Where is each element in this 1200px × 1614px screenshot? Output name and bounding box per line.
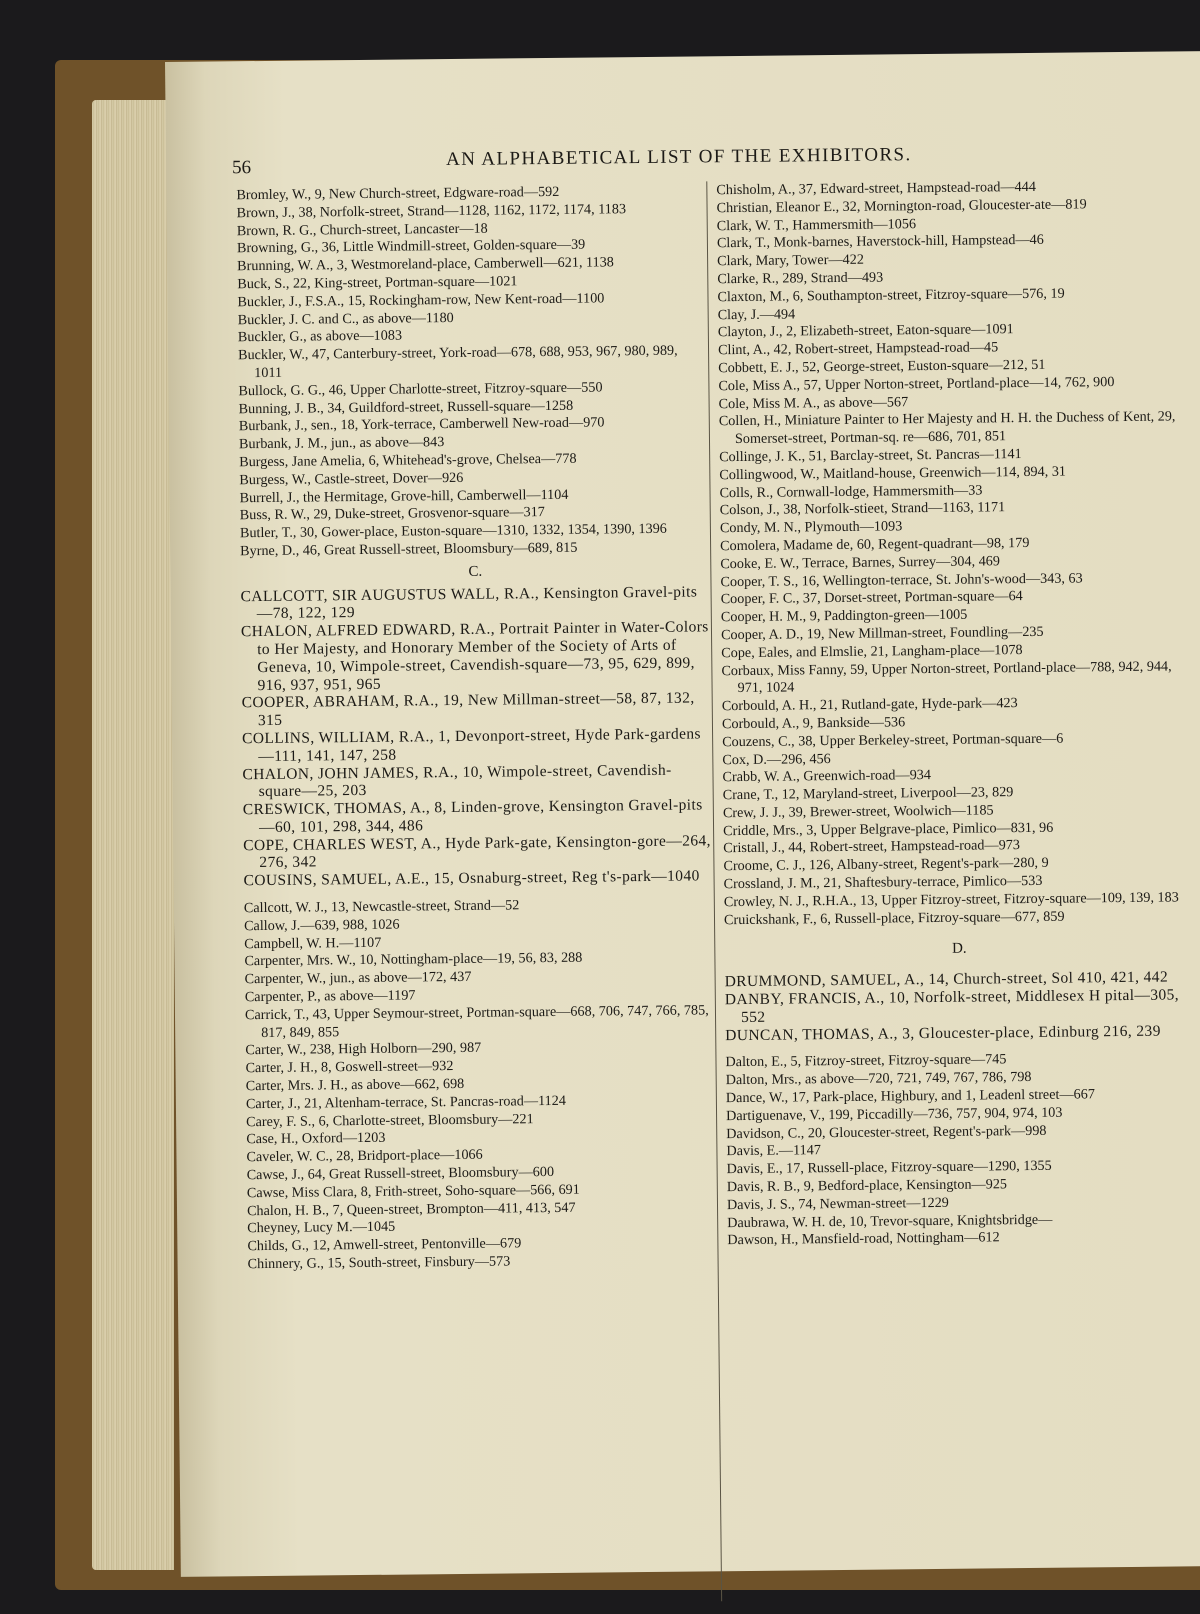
exhibitor-entry: Bullock, G. G., 46, Upper Charlotte-street, Fitzroy-square—550 (238, 379, 603, 400)
exhibitor-entry: Cawse, J., 64, Great Russell-street, Bloomsbury—600 (246, 1164, 555, 1184)
exhibitor-entry: Davis, E.—1147 (726, 1142, 821, 1160)
right-major-entries (725, 969, 1196, 1045)
section-heading-c: C. (468, 563, 483, 580)
exhibitor-entry: Bromley, W., 9, New Church-street, Edgware-road—592 (236, 183, 560, 204)
exhibitor-entry: Cooke, E. W., Terrace, Barnes, Surrey—304, 469 (720, 553, 1001, 572)
exhibitor-entry: Clark, T., Monk-barnes, Haverstock-hill, Hampstead—46 (716, 232, 1044, 252)
right-column (716, 177, 1197, 1250)
exhibitor-entry: Brown, J., 38, Norfolk-street, Strand—1128, 1162, 1172, 1174, 1183 (236, 200, 627, 222)
exhibitor-entry: Browning, G., 36, Little Windmill-street, Golden-square—39 (236, 237, 586, 257)
left-major-entries (241, 583, 714, 890)
exhibitor-entry: Brown, R. G., Church-street, Lancaster—18 (236, 220, 488, 239)
exhibitor-entry: Cristall, J., 44, Robert-street, Hampstead-road—973 (723, 837, 1021, 857)
exhibitor-entry: Burgess, Jane Amelia, 6, Whitehead's-grove, Chelsea—778 (239, 450, 577, 471)
left-column (236, 182, 717, 1274)
page-edges (92, 100, 174, 1570)
exhibitor-entry: Cox, D.—296, 456 (722, 750, 831, 768)
exhibitor-entry: Cooper, T. S., 16, Wellington-terrace, St. John's-wood—343, 63 (720, 569, 1083, 590)
right-d-entries (725, 1050, 1197, 1251)
exhibitor-entry: Corbould, A., 9, Bankside—536 (721, 714, 906, 733)
exhibitor-entry: Colson, J., 38, Norfolk-stieet, Strand—1163, 1171 (719, 499, 1006, 519)
exhibitor-entry: Criddle, Mrs., 3, Upper Belgrave-place, Pimlico—831, 96 (722, 819, 1054, 839)
exhibitor-entry: Collen, H., Miniature Painter to Her Majesty and H. H. the Duchess of Kent, 29, Somerset-street, Portman-sq. re—686, 701, 851 (718, 408, 1176, 448)
exhibitor-entry: Carter, J. H., 8, Goswell-street—932 (245, 1058, 454, 1077)
exhibitor-entry: Cooper, F. C., 37, Dorset-street, Portman-square—64 (720, 588, 1023, 608)
exhibitor-entry: Carpenter, P., as above—1197 (244, 987, 416, 1006)
exhibitor-entry: Carter, J., 21, Altenham-terrace, St. Pancras-road—1124 (245, 1092, 566, 1113)
page-header: AN ALPHABETICAL LIST OF THE EXHIBITORS. (445, 144, 912, 171)
exhibitor-entry: Burgess, W., Castle-street, Dover—926 (239, 469, 464, 488)
exhibitor-entry: Dartiguenave, V., 199, Piccadilly—736, 757, 904, 974, 103 (725, 1104, 1063, 1125)
section-heading-d: D. (951, 941, 967, 958)
right-c-entries (716, 177, 1194, 929)
exhibitor-entry: Crabb, W. A., Greenwich-road—934 (722, 767, 932, 786)
exhibitor-entry: COOPER, ABRAHAM, R.A., 19, New Millman-street—58, 87, 132, 315 (241, 689, 695, 730)
exhibitor-entry: Crossland, J. M., 21, Shaftesbury-terrace, Pimlico—533 (723, 872, 1043, 893)
exhibitor-entry: Clint, A., 42, Robert-street, Hampstead-road—45 (717, 339, 999, 359)
book-page (165, 51, 1200, 1577)
exhibitor-entry: Davis, R. B., 9, Bedford-place, Kensington—925 (726, 1176, 1008, 1196)
exhibitor-entry: Cooper, A. D., 19, New Millman-street, Foundling—235 (720, 623, 1044, 644)
exhibitor-entry: Claxton, M., 6, Southampton-street, Fitzroy-square—576, 19 (717, 285, 1065, 306)
exhibitor-entry: Cole, Miss A., 57, Upper Norton-street, Portland-place—14, 762, 900 (718, 373, 1115, 394)
exhibitor-entry: CHALON, ALFRED EDWARD, R.A., Portrait Painter in Water-Colors to Her Majesty, and Honorary Member of the Society of Arts of Geneva, 10, Wimpole-street, Cavendish-square—73, 95, 629, 899, 916, 937, 951, 965 (240, 618, 709, 694)
exhibitor-entry: Comolera, Madame de, 60, Regent-quadrant—98, 179 (720, 534, 1030, 555)
exhibitor-entry: Dalton, E., 5, Fitzroy-street, Fitzroy-square—745 (725, 1051, 1007, 1071)
exhibitor-entry: CRESWICK, THOMAS, A., 8, Linden-grove, Kensington Gravel-pits—60, 101, 298, 344, 486 (242, 796, 703, 836)
exhibitor-entry: Cruickshank, F., 6, Russell-place, Fitzroy-square—677, 859 (723, 908, 1065, 928)
exhibitor-entry: Condy, M. N., Plymouth—1093 (719, 518, 903, 537)
exhibitor-entry: DRUMMOND, SAMUEL, A., 14, Church-street, Sol 410, 421, 442 (724, 968, 1169, 991)
exhibitor-entry: Caveler, W. C., 28, Bridport-place—1066 (246, 1146, 483, 1166)
exhibitor-entry: Brunning, W. A., 3, Westmoreland-place, Camberwell—621, 1138 (237, 254, 614, 275)
exhibitor-entry: Colls, R., Cornwall-lodge, Hammersmith—33 (719, 482, 983, 501)
exhibitor-entry: Davidson, C., 20, Gloucester-street, Regent's-park—998 (726, 1122, 1047, 1142)
exhibitor-entry: Cawse, Miss Clara, 8, Frith-street, Soho-square—566, 691 (246, 1181, 580, 1202)
exhibitor-entry: Clark, Mary, Tower—422 (717, 251, 864, 270)
left-c-entries (244, 895, 718, 1274)
exhibitor-entry: Byrne, D., 46, Great Russell-street, Bloomsbury—689, 815 (240, 539, 578, 560)
exhibitor-entry: Childs, G., 12, Amwell-street, Pentonville—679 (247, 1235, 522, 1255)
exhibitor-entry: Dance, W., 17, Park-place, Highbury, and 1, Leadenl street—667 (725, 1086, 1095, 1107)
exhibitor-entry: Collingwood, W., Maitland-house, Greenwich—114, 894, 31 (719, 463, 1067, 483)
exhibitor-entry: Cope, Eales, and Elmslie, 21, Langham-place—1078 (721, 641, 1023, 661)
exhibitor-entry: Cobbett, E. J., 52, George-street, Euston-square—212, 51 (718, 356, 1046, 377)
exhibitor-entry: Carpenter, Mrs. W., 10, Nottingham-place—19, 56, 83, 288 (244, 950, 583, 970)
exhibitor-entry: Corbould, A. H., 21, Rutland-gate, Hyde-park—423 (721, 695, 1018, 715)
exhibitor-entry: Buck, S., 22, King-street, Portman-square—1021 (237, 273, 518, 293)
exhibitor-entry: Campbell, W. H.—1107 (244, 934, 382, 952)
exhibitor-entry: Corbaux, Miss Fanny, 59, Upper Norton-street, Portland-place—788, 942, 944, 971, 1024 (721, 658, 1172, 697)
exhibitor-entry: Callcott, W. J., 13, Newcastle-street, Strand—52 (243, 897, 520, 917)
exhibitor-entry: Cooper, H. M., 9, Paddington-green—1005 (720, 606, 968, 626)
exhibitor-entry: Buckler, G., as above—1083 (237, 327, 403, 346)
exhibitor-entry: Crowley, N. J., R.H.A., 13, Upper Fitzroy-street, Fitzroy-square—109, 139, 183 (723, 889, 1179, 911)
exhibitor-entry: Case, H., Oxford—1203 (246, 1130, 386, 1148)
exhibitor-entry: Butler, T., 30, Gower-place, Euston-square—1310, 1332, 1354, 1390, 1396 (239, 520, 667, 542)
exhibitor-entry: Crane, T., 12, Maryland-street, Liverpool—23, 829 (722, 784, 1014, 804)
exhibitor-entry: COPE, CHARLES WEST, A., Hyde Park-gate, Kensington-gore—264, 276, 342 (243, 832, 711, 872)
exhibitor-entry: Chisholm, A., 37, Edward-street, Hampstead-road—444 (716, 178, 1037, 199)
exhibitor-entry: Dawson, H., Mansfield-road, Nottingham—612 (727, 1229, 1000, 1249)
left-b-entries (236, 182, 710, 561)
exhibitor-entry: Clark, W. T., Hammersmith—1056 (716, 215, 917, 234)
exhibitor-entry: Burbank, J., sen., 18, York-terrace, Camberwell New-road—970 (238, 414, 605, 435)
exhibitor-entry: Cheyney, Lucy M.—1045 (247, 1219, 396, 1237)
exhibitor-entry: Buckler, J. C. and C., as above—1180 (237, 309, 454, 328)
exhibitor-entry: Chalon, H. B., 7, Queen-street, Brompton—411, 413, 547 (246, 1199, 576, 1219)
exhibitor-entry: CALLCOTT, SIR AUGUSTUS WALL, R.A., Kensington Gravel-pits—78, 122, 129 (240, 582, 698, 623)
exhibitor-entry: Crew, J. J., 39, Brewer-street, Woolwich—1185 (722, 802, 994, 822)
exhibitor-entry: Chinnery, G., 15, South-street, Finsbury—573 (247, 1253, 511, 1273)
exhibitor-entry: COUSINS, SAMUEL, A.E., 15, Osnaburg-street, Reg t's-park—1040 (243, 867, 700, 890)
exhibitor-entry: Carey, F. S., 6, Charlotte-street, Bloomsbury—221 (246, 1110, 534, 1130)
exhibitor-entry: Carrick, T., 43, Upper Seymour-street, Portman-square—668, 706, 747, 766, 785, 817, 849, 855 (244, 1002, 709, 1041)
exhibitor-entry: Couzens, C., 38, Upper Berkeley-street, Portman-square—6 (722, 730, 1064, 750)
exhibitor-entry: Callow, J.—639, 988, 1026 (243, 916, 400, 935)
exhibitor-entry: COLLINS, WILLIAM, R.A., 1, Devonport-street, Hyde Park-gardens—111, 141, 147, 258 (242, 725, 702, 765)
exhibitor-entry: Carter, Mrs. J. H., as above—662, 698 (245, 1075, 465, 1095)
page-number: 56 (232, 157, 252, 179)
exhibitor-entry: Buckler, J., F.S.A., 15, Rockingham-row, New Kent-road—1100 (237, 290, 605, 311)
exhibitor-entry: Clarke, R., 289, Strand—493 (717, 269, 884, 288)
exhibitor-entry: Clay, J.—494 (717, 305, 796, 323)
exhibitor-entry: DANBY, FRANCIS, A., 10, Norfolk-street, Middlesex H pital—305, 552 (724, 986, 1180, 1026)
exhibitor-entry: Buckler, W., 47, Canterbury-street, York-road—678, 688, 953, 967, 980, 989, 1011 (237, 342, 678, 382)
exhibitor-entry: Dalton, Mrs., as above—720, 721, 749, 767, 786, 798 (725, 1069, 1032, 1089)
exhibitor-entry: Carpenter, W., jun., as above—172, 437 (244, 969, 472, 988)
exhibitor-entry: Davis, J. S., 74, Newman-street—1229 (726, 1194, 949, 1214)
exhibitor-entry: Bunning, J. B., 34, Guildford-street, Russell-square—1258 (238, 397, 574, 417)
exhibitor-entry: Carter, W., 238, High Holborn—290, 987 (245, 1040, 482, 1059)
exhibitor-entry: Christian, Eleanor E., 32, Mornington-road, Gloucester-ate—819 (716, 196, 1087, 217)
exhibitor-entry: Buss, R. W., 29, Duke-street, Grosvenor-square—317 (239, 504, 545, 524)
exhibitor-entry: Collinge, J. K., 51, Barclay-street, St. Pancras—1141 (719, 446, 1022, 466)
exhibitor-entry: Clayton, J., 2, Elizabeth-street, Eaton-square—1091 (717, 321, 1014, 341)
exhibitor-entry: Davis, E., 17, Russell-place, Fitzroy-square—1290, 1355 (726, 1158, 1052, 1178)
exhibitor-entry: Burrell, J., the Hermitage, Grove-hill, Camberwell—1104 (239, 486, 569, 506)
exhibitor-entry: CHALON, JOHN JAMES, R.A., 10, Wimpole-street, Cavendish-square—25, 203 (242, 761, 672, 801)
exhibitor-entry: DUNCAN, THOMAS, A., 3, Gloucester-place, Edinburg 216, 239 (725, 1022, 1161, 1044)
exhibitor-entry: Croome, C. J., 126, Albany-street, Regent's-park—280, 9 (723, 855, 1049, 875)
exhibitor-entry: Daubrawa, W. H. de, 10, Trevor-square, Knightsbridge— (727, 1211, 1053, 1231)
exhibitor-entry: Burbank, J. M., jun., as above—843 (238, 434, 445, 453)
exhibitor-entry: Cole, Miss M. A., as above—567 (718, 393, 909, 412)
